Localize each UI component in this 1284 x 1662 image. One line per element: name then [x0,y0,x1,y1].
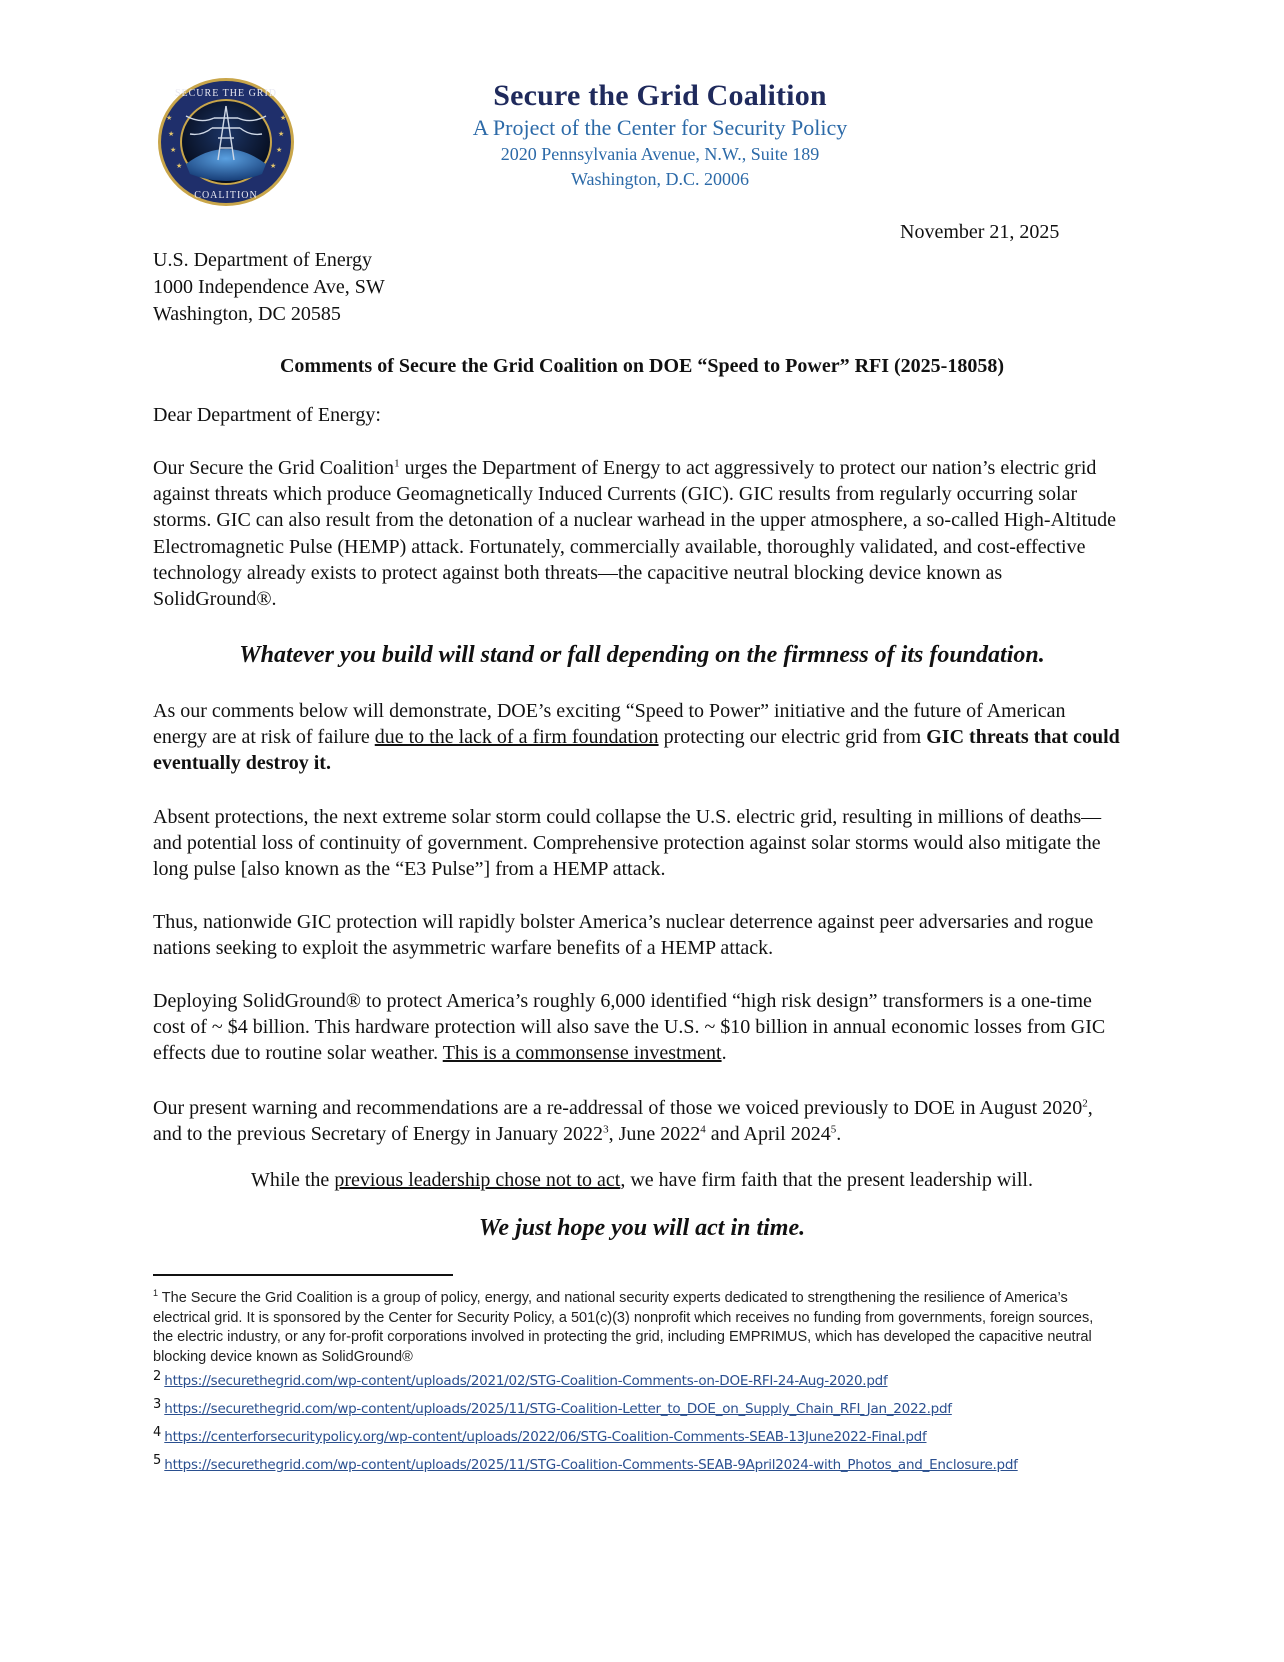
underlined-phrase: due to the lack of a firm foundation [374,726,659,749]
salutation: Dear Department of Energy: [153,404,381,426]
paragraph-text: , June 2022 [608,1123,701,1146]
underlined-phrase: This is a commonsense investment [442,1042,722,1065]
organization-address-line2: Washington, D.C. 20006 [570,169,750,189]
footnote-ref-2[interactable]: 2 [1082,1097,1088,1110]
bold-phrase: GIC threats that could eventually destroy it. [153,726,1120,775]
footnote-number: 1 [153,1288,159,1299]
footnote-4 [153,1424,927,1446]
paragraph-text: As our comments below will demonstrate, DOE’s exciting “Speed to Power” initiative and the future of American energy are at risk of failure [153,700,1066,749]
footnote-link-3[interactable]: https://securethegrid.com/wp-content/uploads/2025/11/STG-Coalition-Letter_to_DOE_on_Supply_Chain_RFI_Jan_2022.pdf [164,1401,952,1417]
paragraph-text: . [721,1042,727,1065]
svg-text:★: ★ [278,130,285,138]
closing-statement: We just hope you will act in time. [478,1215,806,1241]
svg-text:★: ★ [176,162,183,170]
addressee-line3: Washington, DC 20585 [153,303,341,325]
footnote-2 [153,1368,888,1390]
footnote-5 [153,1452,1018,1474]
addressee-line2: 1000 Independence Ave, SW [153,276,385,298]
paragraph-intro [153,455,1123,612]
footnote-number: 2 [153,1368,162,1384]
paragraph-foundation [153,698,1123,777]
paragraph-leadership [0,1169,1284,1192]
footnote-ref-3[interactable]: 3 [603,1123,609,1136]
svg-text:COALITION: COALITION [194,190,258,201]
paragraph-text: Deploying SolidGround® to protect America’s roughly 6,000 identified “high risk design” transformers is a one-time cost of ~ $4 billion. This hardware protection will also save the U.S. ~ $10 billion in annual economic losses from GIC effects due to routine solar weather. [153,990,1106,1065]
addressee-line1: U.S. Department of Energy [153,249,373,271]
paragraph-deterrence: Thus, nationwide GIC protection will rapidly bolster America’s nuclear deterrence against peer adversaries and rogue nations seeking to exploit the asymmetric warfare benefits of a HEMP attack. [153,911,1094,960]
addressee-block [153,247,385,328]
svg-text:★: ★ [270,162,277,170]
letter-date: November 21, 2025 [900,221,1060,243]
svg-text:★: ★ [168,130,175,138]
paragraph-solar-storm: Absent protections, the next extreme solar storm could collapse the U.S. electric grid, resulting in millions of deaths—and potential loss of continuity of government. Comprehensive protection against solar storms would also mitigate the long pulse [also known as the “E3 Pulse”] from a HEMP attack. [153,806,1102,881]
footnote-ref-4[interactable]: 4 [700,1123,706,1136]
underlined-phrase: previous leadership chose not to act [334,1169,621,1191]
letterhead [390,78,930,192]
footnote-link-2[interactable]: https://securethegrid.com/wp-content/uploads/2021/02/STG-Coalition-Comments-on-DOE-RFI-24-Aug-2020.pdf [164,1373,888,1389]
paragraph-cost [153,988,1123,1067]
footnote-ref-1[interactable]: 1 [394,457,400,470]
subject-heading: Comments of Secure the Grid Coalition on DOE “Speed to Power” RFI (2025-18058) [279,355,1004,377]
footnote-link-4[interactable]: https://centerforsecuritypolicy.org/wp-content/uploads/2022/06/STG-Coalition-Comments-SEAB-13June2022-Final.pdf [164,1429,927,1445]
paragraph-text: urges the Department of Energy to act aggressively to protect our nation’s electric grid against threats which produce Geomagnetically Induced Currents (GIC). GIC results from regularly occurring solar storms. GIC can also result from the detonation of a nuclear warhead in the upper atmosphere, a so-called High-Altitude Electromagnetic Pulse (HEMP) attack. Fortunately, commercially available, thoroughly validated, and cost-effective technology already exists to protect against both threats—the capacitive neutral blocking device known as SolidGround®. [153,457,1117,611]
paragraph-text: , we have firm faith that the present leadership will. [620,1169,1033,1191]
footnote-link-5[interactable]: https://securethegrid.com/wp-content/uploads/2025/11/STG-Coalition-Comments-SEAB-9April2024-with_Photos_and_Enclosure.pdf [164,1457,1018,1473]
organization-name: Secure the Grid Coalition [493,79,827,112]
paragraph-text: protecting our electric grid from [658,726,927,749]
footnote-number: 3 [153,1396,162,1412]
paragraph-text: While the [251,1169,335,1191]
svg-text:SECURE THE GRID: SECURE THE GRID [174,88,278,99]
footnote-ref-5[interactable]: 5 [830,1123,837,1136]
svg-text:★: ★ [280,114,287,122]
footnote-3 [153,1396,952,1418]
footnote-number: 5 [153,1452,162,1468]
svg-text:★: ★ [170,146,177,154]
organization-address-line1: 2020 Pennsylvania Avenue, N.W., Suite 189 [500,144,820,164]
paragraph-text: Our Secure the Grid Coalition [153,457,395,479]
paragraph-text: . [836,1123,842,1146]
svg-text:★: ★ [276,146,283,154]
paragraph-history [153,1095,1123,1147]
paragraph-text: Our present warning and recommendations are a re-addressal of those we voiced previously to DOE in August 2020 [153,1097,1083,1119]
footnote-divider [153,1274,453,1276]
footnote-text: The Secure the Grid Coalition is a group of policy, energy, and national security experts dedicated to strengthening the resilience of America’s electrical grid. It is sponsored by the Center for Security Policy, a 501(c)(3) nonprofit which receives no funding from governments, foreign sources, the electric industry, or any for-profit corporations involved in protecting the grid, including EMPRIMUS, which has developed the capacitive neutral blocking device known as SolidGround® [153,1290,1094,1365]
organization-subtitle: A Project of the Center for Security Policy [472,115,848,140]
paragraph-text: and April 2024 [705,1123,831,1146]
motto-heading: Whatever you build will stand or fall depending on the firmness of its foundation. [239,642,1045,668]
paragraph-text: , and to the previous Secretary of Energy in January 2022 [153,1097,1093,1146]
svg-text:★: ★ [166,114,173,122]
secure-the-grid-seal-icon [156,76,296,208]
footnote-number: 4 [153,1424,162,1440]
footnote-1 [153,1289,1103,1367]
